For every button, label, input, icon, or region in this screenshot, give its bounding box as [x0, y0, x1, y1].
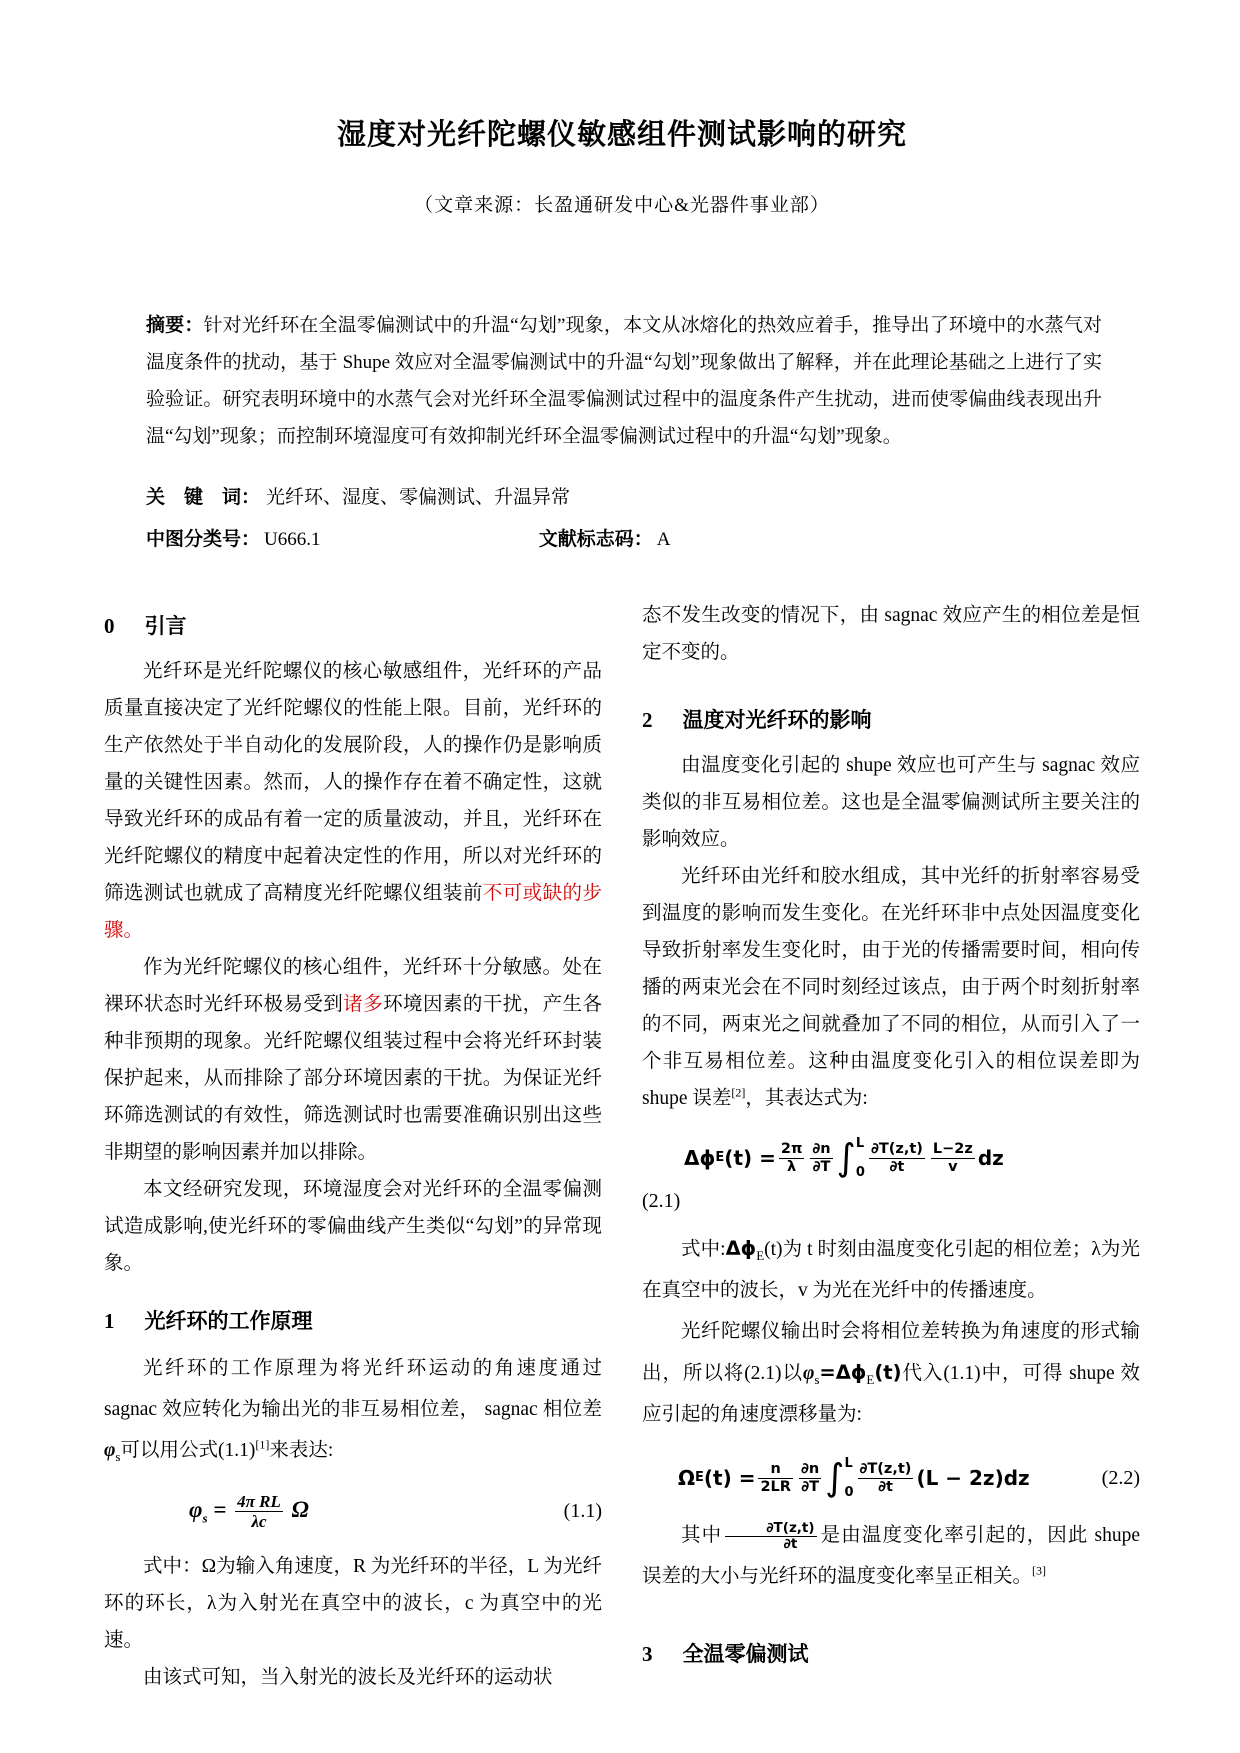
delta-phi-symbol: Δϕ: [725, 1237, 757, 1260]
sec2-p5-text-b: 是由温度变化率引起的，因此 shupe 误差的大小与光纤环的温度变化率呈正相关。: [642, 1525, 1140, 1587]
f21-dz: dz: [977, 1145, 1004, 1170]
clc-label: 中图分类号：: [146, 529, 261, 550]
phi-sub: s: [814, 1371, 820, 1387]
sec2-p4-text-a: 光纤陀螺仪输出时会将相位差转换为角速度的形式输出，所以将(2.1)以: [642, 1321, 1140, 1384]
keywords-line: [146, 482, 1102, 509]
sec2-p3-text-b: (t)为 t 时刻由温度变化引起的相位差；λ为光在真空中的波长，v 为光在光纤中的传播速度。: [642, 1239, 1140, 1301]
f21-frac-4: $\frac{L-2z}{v}$: [932, 1140, 973, 1175]
f22-tail: (L − 2z)dz: [916, 1465, 1030, 1490]
f22-frac-1: $\frac{n}{2LR}$: [760, 1460, 791, 1495]
section-heading-3: [642, 1639, 1140, 1670]
keywords-label: 关 键 词：: [146, 487, 261, 508]
f21-lhs: Δϕ: [684, 1145, 716, 1170]
formula-1-1-tag: (1.1): [563, 1499, 602, 1522]
keywords-text: 光纤环、湿度、零偏测试、升温异常: [266, 487, 571, 508]
formula-1-1-body: [189, 1491, 309, 1532]
f11-omega: Ω: [291, 1497, 309, 1522]
sec1-paragraph-2: 式中：Ω为输入角速度，R 为光纤环的半径，L 为光纤环的环长，λ为入射光在真空中的波长，c 为真空中的光速。: [104, 1555, 602, 1651]
section-title: 光纤环的工作原理: [144, 1310, 313, 1333]
section-heading-1: [104, 1306, 602, 1337]
f11-fraction: $\frac{\text{4π RL}}{\lambda c}$: [237, 1491, 281, 1532]
sec2-p5-text-a: 其中: [681, 1525, 723, 1546]
f11-lhs-sub: s: [202, 1510, 208, 1526]
section-number: 2: [642, 708, 653, 732]
formula-2-1-tag: (2.1): [642, 1190, 681, 1212]
section-number: 0: [104, 614, 115, 638]
clc-value: U666.1: [264, 529, 321, 550]
two-column-body: [104, 597, 1140, 1696]
left-column: [104, 597, 602, 1696]
sec2-paragraph-4: [642, 1311, 1140, 1435]
phi-subscript: s: [115, 1448, 121, 1464]
formula-2-2-body: Ω E (t) = $\frac{n}{2LR}$ $\frac{\partial n}{\partial T}$ ∫ L 0 $\frac{\partial T(z,t)}{\partial t}$ (L − 2z)dz: [678, 1456, 1030, 1500]
sec2-p3-text-a: 式中:: [681, 1239, 726, 1260]
sec1-p1-text-c: 来表达:: [269, 1440, 334, 1461]
sec2-p2-text-b: ，其表达式为:: [745, 1088, 868, 1109]
classification-line: [146, 524, 1102, 551]
intro-p1-text: 光纤环是光纤陀螺仪的核心敏感组件，光纤环的产品质量直接决定了光纤陀螺仪的性能上限。目前，光纤环的生产依然处于半自动化的发展阶段，人的操作仍是影响质量的关键性因素。然而，人的操作存在着不确定性，这就导致光纤环的成品有着一定的质量波动，并且，光纤环在光纤陀螺仪的精度中起着决定性的作用，所以对光纤环的筛选测试也就成了高精度光纤陀螺仪组装前: [104, 661, 602, 904]
delta-phi-symbol: =Δϕ: [819, 1361, 867, 1384]
phi-symbol: φ: [802, 1363, 815, 1384]
intro-paragraph-2: [104, 949, 602, 1171]
section-title: 引言: [144, 615, 187, 638]
phi-symbol: φ: [104, 1440, 116, 1461]
delta-phi-sub: E: [866, 1371, 875, 1387]
formula-2-2: [642, 1457, 1140, 1499]
f22-lhs-tail: (t) =: [703, 1465, 756, 1490]
sec2-p4-text-b: 代入(1.1)中，可得 shupe 效应引起的角速度漂移量为:: [642, 1363, 1140, 1425]
sec1-continuation-paragraph: 态不发生改变的情况下，由 sagnac 效应产生的相位差是恒定不变的。: [642, 605, 1140, 663]
sec2-paragraph-1: 由温度变化引起的 shupe 效应也可产生与 sagnac 效应类似的非互易相位差。这也是全温零偏测试所主要关注的影响效应。: [642, 755, 1140, 850]
paper-title: 湿度对光纤陀螺仪敏感组件测试影响的研究: [336, 119, 907, 151]
f11-lhs: φ: [189, 1497, 203, 1522]
sec1-p1-text-b: 可以用公式(1.1): [120, 1440, 256, 1461]
sec2-paragraph-5: [642, 1515, 1140, 1597]
formula-2-1: Δϕ E (t) = $\frac{2\pi}{\lambda}$ $\frac{\partial n}{\partial T}$ ∫ L 0 $\frac{\partial T(z,t)}{\partial t}$ $\frac{L-2z}{v}$ dz: [684, 1136, 1004, 1180]
section-number: 3: [642, 1642, 653, 1666]
intro-paragraph-1: [104, 653, 602, 949]
f22-frac-3: $\frac{\partial T(z,t)}{\partial t}$: [859, 1460, 912, 1495]
sec2-paragraph-3: [642, 1228, 1140, 1311]
inline-fraction: $\frac{\partial T(z,t)}{\partial t}$: [725, 1521, 816, 1553]
intro-paragraph-3: 本文经研究发现，环境湿度会对光纤环的全温零偏测试造成影响,使光纤环的零偏曲线产生类似“勾划”的异常现象。: [104, 1179, 602, 1274]
f11-equals: =: [213, 1497, 227, 1522]
abstract-block: [146, 307, 1102, 455]
intro-p1-highlight: 不可或缺的步骤。: [104, 883, 602, 941]
f21-lhs-tail: (t) =: [724, 1145, 776, 1170]
of-t: (t): [874, 1361, 902, 1384]
sec1-p1-text-a: 光纤环的工作原理为将光纤环运动的角速度通过 sagnac 效应转化为输出光的非互易相位差， sagnac 相位差: [104, 1358, 602, 1420]
intro-p2-highlight: 诸多: [343, 994, 384, 1015]
section-heading-2: [642, 705, 1140, 736]
f21-frac-2: $\frac{\partial n}{\partial T}$: [812, 1140, 831, 1175]
citation-3: [3]: [1032, 1563, 1047, 1578]
intro-p2-text-a: 作为光纤陀螺仪的核心组件，光纤环十分敏感。处在裸环状态时光纤环极易受到: [104, 957, 602, 1015]
sec1-paragraph-1: [104, 1348, 602, 1471]
f22-lhs: Ω: [678, 1465, 696, 1490]
sec2-p2-text-a: 光纤环由光纤和胶水组成，其中光纤的折射率容易受到温度的影响而发生变化。在光纤环非中点处因温度变化导致折射率发生变化时，由于光的传播需要时间，相向传播的两束光会在不同时刻经过该点，由于两个时刻折射率的不同，两束光之间就叠加了不同的相位，从而引入了一个非互易相位差。这种由温度变化引入的相位误差即为 shupe 误差: [642, 866, 1140, 1109]
paper-source-line: （文章来源：长盈通研发中心&光器件事业部）: [414, 195, 830, 216]
citation-1: [1]: [255, 1437, 270, 1452]
doc-code-value: A: [656, 529, 671, 550]
abstract-text: 针对光纤环在全温零偏测试中的升温“勾划”现象，本文从冰熔化的热效应着手，推导出了环境中的水蒸气对温度条件的扰动，基于 Shupe 效应对全温零偏测试中的升温“勾划”现象做出了解释，并在此理论基础之上进行了实验验证。研究表明环境中的水蒸气会对光纤环全温零偏测试过程中的温度条件产生扰动，进而使零偏曲线表现出升温“勾划”现象；而控制环境湿度可有效抑制光纤环全温零偏测试过程中的升温“勾划”现象。: [146, 315, 1102, 447]
formula-1-1: [104, 1491, 602, 1532]
right-column: [642, 597, 1140, 1696]
delta-phi-sub: E: [756, 1247, 765, 1263]
section-title: 温度对光纤环的影响: [682, 709, 872, 732]
section-number: 1: [104, 1309, 115, 1333]
abstract-label: 摘要：: [146, 315, 204, 336]
citation-2: [2]: [731, 1085, 746, 1100]
f21-frac-1: $\frac{2\pi}{\lambda}$: [780, 1140, 803, 1175]
sec2-paragraph-2: [642, 858, 1140, 1117]
f21-frac-3: $\frac{\partial T(z,t)}{\partial t}$: [870, 1140, 923, 1175]
clc-group: [146, 524, 534, 551]
intro-p2-text-b: 环境因素的干扰，产生各种非预期的现象。光纤陀螺仪组装过程中会将光纤环封装保护起来，从而排除了部分环境因素的干扰。为保证光纤环筛选测试的有效性，筛选测试时也需要准确识别出这些非期望的影响因素并加以排除。: [104, 994, 602, 1163]
section-title: 全温零偏测试: [682, 1643, 809, 1666]
doc-code-label: 文献标志码：: [538, 529, 653, 550]
f22-frac-2: $\frac{\partial n}{\partial T}$: [800, 1460, 820, 1495]
sec1-paragraph-3: 由该式可知，当入射光的波长及光纤环的运动状: [143, 1666, 553, 1688]
formula-2-2-tag: (2.2): [1101, 1466, 1140, 1489]
section-heading-intro: [104, 611, 602, 642]
f22-integral: ∫ L 0: [825, 1456, 854, 1500]
f21-integral: ∫ L 0: [836, 1136, 865, 1180]
